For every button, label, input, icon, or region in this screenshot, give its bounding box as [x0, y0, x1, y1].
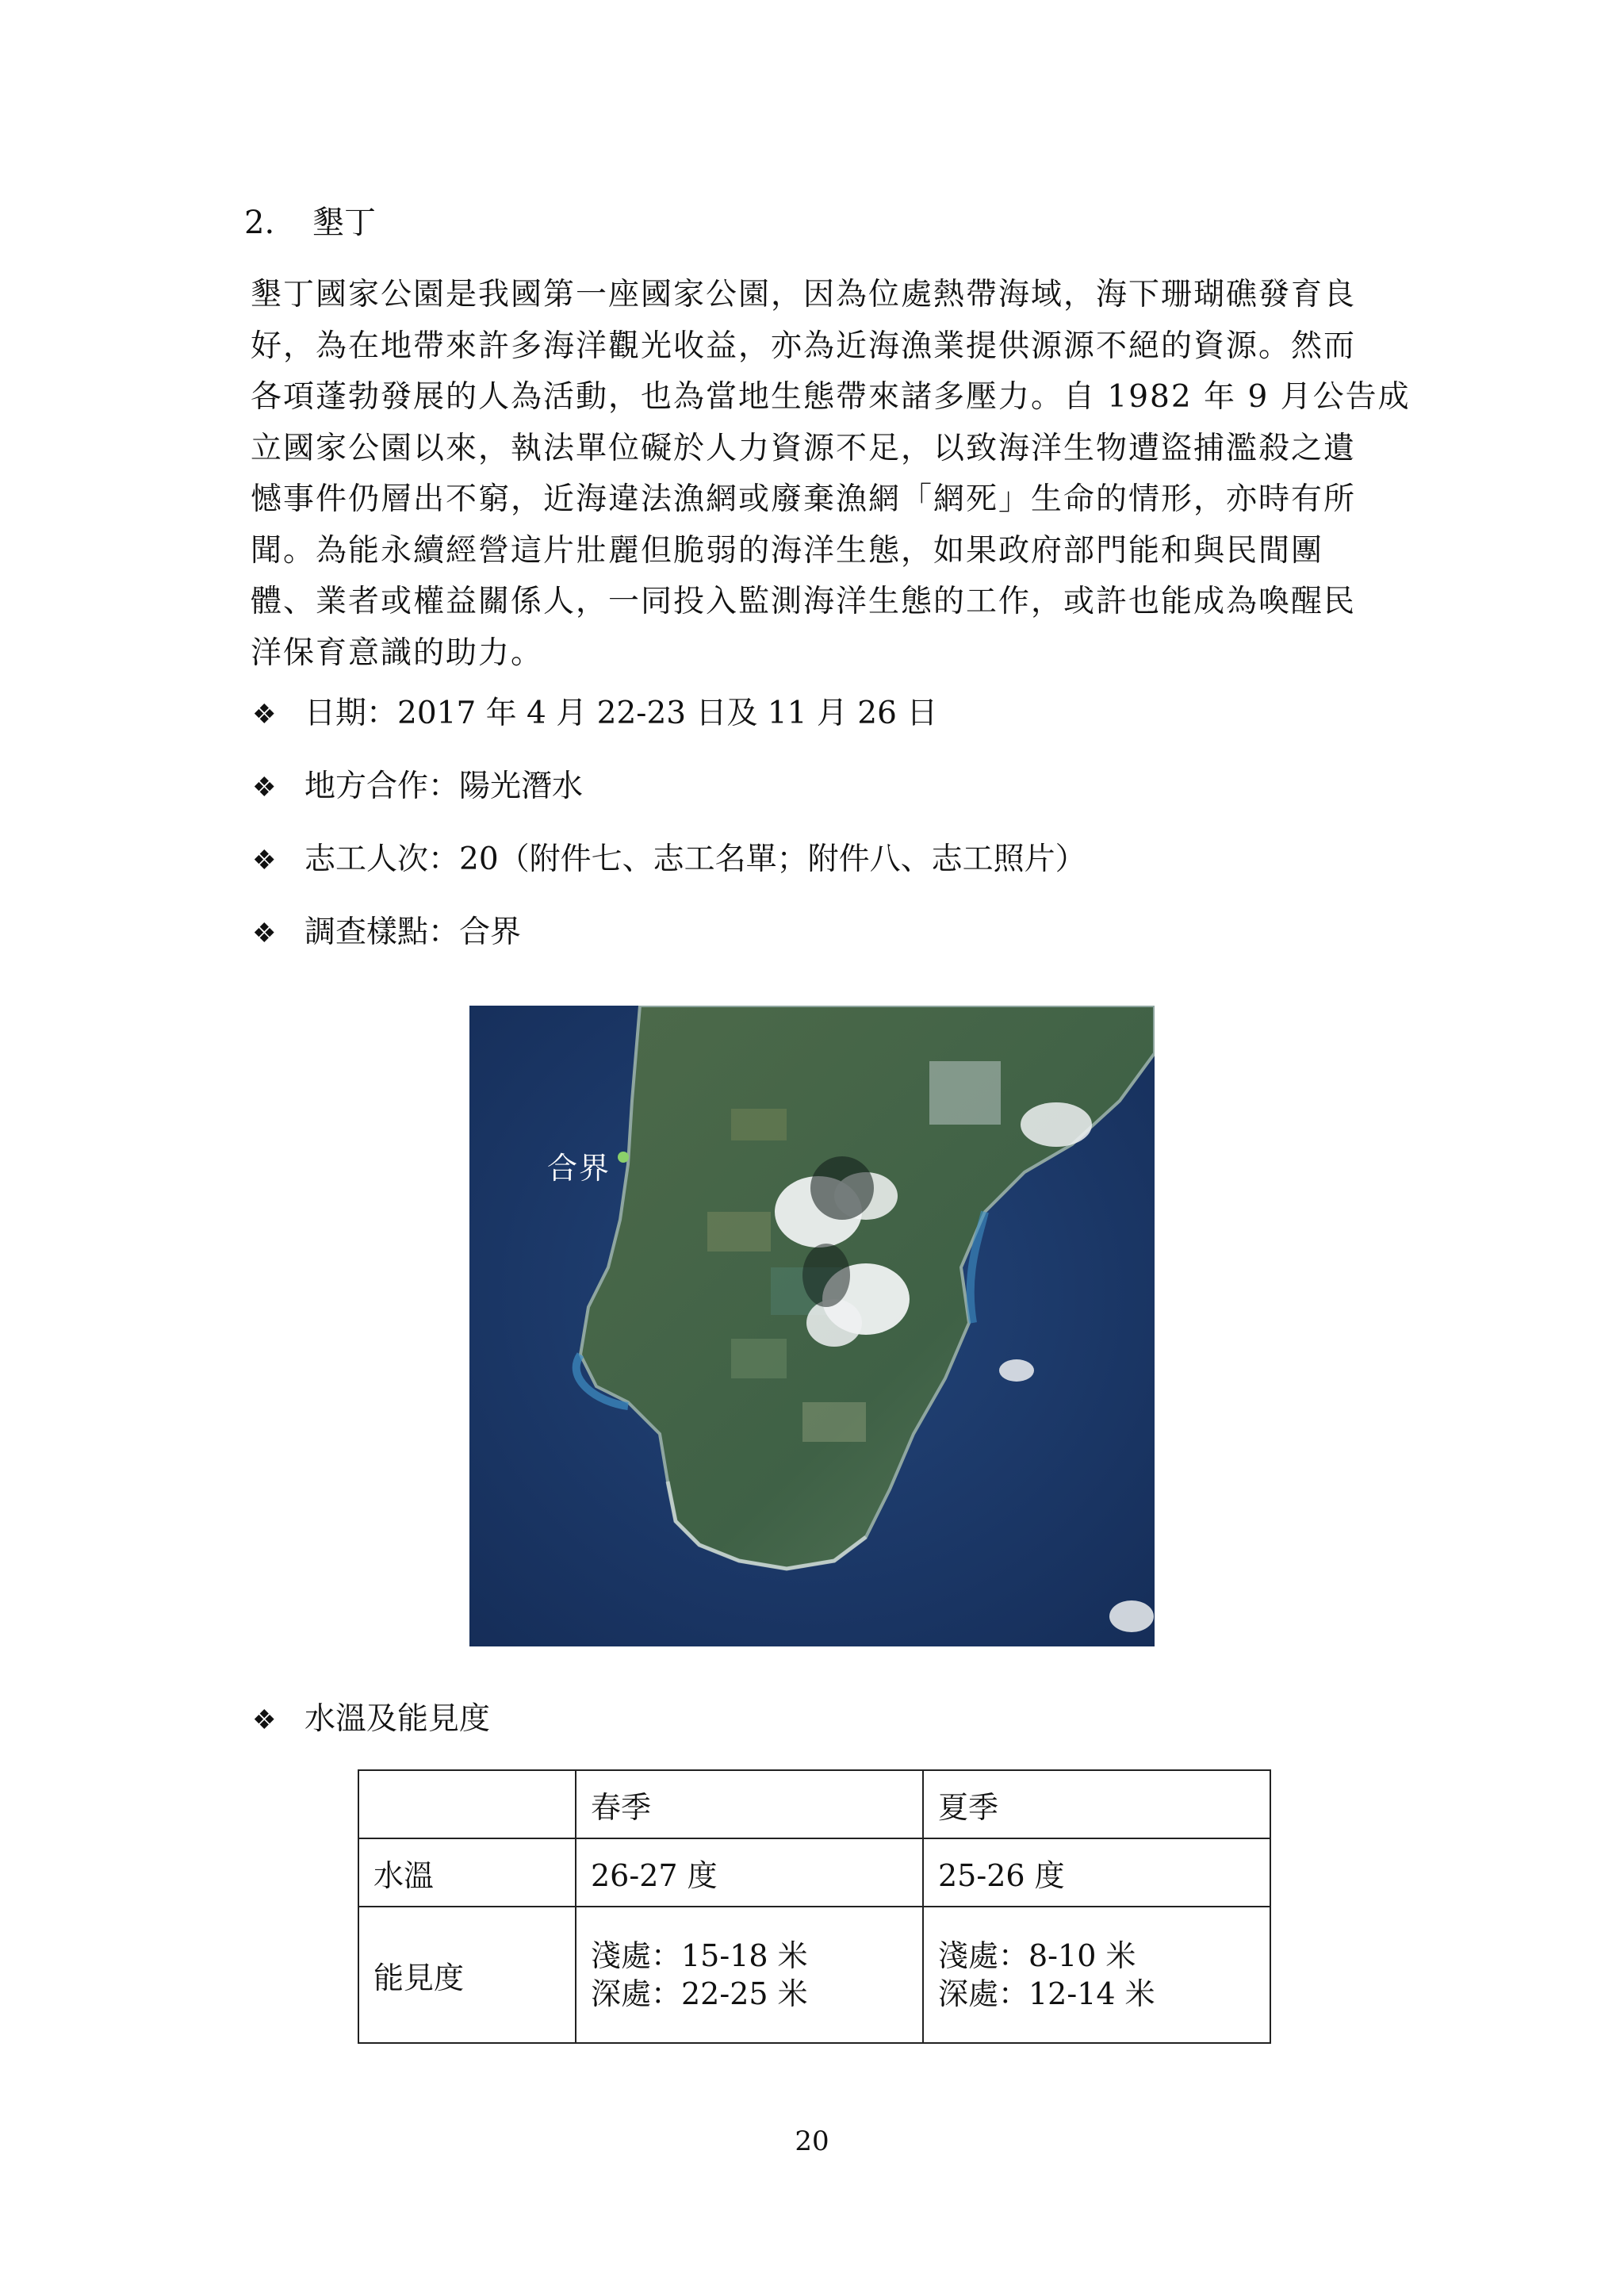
paragraph-line: 墾丁國家公園是我國第一座國家公園，因為位處熱帶海域，海下珊瑚礁發育良 [251, 277, 1357, 312]
table-row [358, 1907, 1270, 2043]
cell-value: 25-26 度 [938, 1857, 1065, 1893]
table-cell [923, 1907, 1270, 2043]
table-header-cell: 夏季 [923, 1770, 1270, 1838]
cloud-shadow [802, 1244, 850, 1307]
table-row [358, 1838, 1270, 1907]
bullet-text: 地方合作：陽光潛水 [304, 769, 584, 804]
bullet-text: 調查樣點：合界 [304, 914, 522, 950]
cloud-shadow [810, 1156, 874, 1220]
cell-value: 深處：22-25 米 [591, 1976, 808, 2011]
bullet-text: 水溫及能見度 [304, 1701, 491, 1737]
cell-value: 淺處：8-10 米 [938, 1938, 1136, 1973]
field-patch [731, 1339, 787, 1378]
paragraph-line: 體、業者或權益關係人，一同投入監測海洋生態的工作，或許也能成為喚醒民 [251, 584, 1357, 619]
industrial-area [929, 1061, 1001, 1125]
section-heading [244, 202, 376, 243]
row-label: 水溫 [358, 1838, 576, 1907]
table-header-cell [358, 1770, 576, 1838]
bullet-diamond-icon: ❖ [252, 772, 277, 803]
section-number: 2. [244, 205, 275, 241]
bullet-diamond-icon: ❖ [252, 1704, 277, 1736]
map-site-label: 合界 [547, 1151, 611, 1186]
bullet-diamond-icon: ❖ [252, 699, 277, 730]
bullet-volunteers [252, 839, 1086, 881]
paragraph-line: 各項蓬勃發展的人為活動，也為當地生態帶來諸多壓力。自 1982 年 9 月公告成 [251, 379, 1411, 415]
bullet-partner [252, 766, 583, 808]
cloud [999, 1359, 1034, 1382]
bullet-table-heading [252, 1699, 490, 1741]
bullet-text: 日期：2017 年 4 月 22-23 日及 11 月 26 日 [304, 696, 938, 731]
table-header-cell: 春季 [576, 1770, 923, 1838]
bullet-diamond-icon: ❖ [252, 845, 277, 876]
satellite-map [469, 1006, 1155, 1646]
table-cell [576, 1838, 923, 1907]
sample-site-marker [618, 1152, 629, 1163]
water-temp-visibility-table [358, 1769, 1271, 2044]
satellite-map-image [469, 1006, 1155, 1646]
bullet-diamond-icon: ❖ [252, 918, 277, 949]
table-cell [576, 1907, 923, 2043]
row-label: 能見度 [358, 1907, 576, 2043]
cell-value: 淺處：15-18 米 [591, 1938, 808, 1973]
table-header-row [358, 1770, 1270, 1838]
page-number: 20 [795, 2125, 829, 2157]
field-patch [731, 1109, 787, 1140]
paragraph-line: 洋保育意識的助力。 [251, 634, 544, 671]
paragraph-line: 好，為在地帶來許多海洋觀光收益，亦為近海漁業提供源源不絕的資源。然而 [251, 328, 1357, 364]
cloud [806, 1299, 862, 1347]
paragraph-line: 聞。為能永續經營這片壯麗但脆弱的海洋生態，如果政府部門能和與民間團 [251, 532, 1324, 569]
section-title: 墾丁 [312, 205, 376, 241]
field-patch [707, 1212, 771, 1251]
paragraph-line: 立國家公園以來，執法單位礙於人力資源不足，以致海洋生物遭盜捕濫殺之遺 [251, 430, 1357, 466]
intro-paragraph [251, 270, 1411, 679]
bullet-site [252, 912, 521, 954]
cell-value: 深處：12-14 米 [938, 1976, 1155, 2011]
cell-value: 26-27 度 [591, 1857, 718, 1893]
field-patch [802, 1402, 866, 1442]
bullet-text: 志工人次：20（附件七、志工名單；附件八、志工照片） [304, 841, 1086, 877]
cloud [1021, 1102, 1092, 1147]
table-cell [923, 1838, 1270, 1907]
cloud [1109, 1600, 1154, 1632]
paragraph-line: 憾事件仍層出不窮，近海違法漁網或廢棄漁網「網死」生命的情形，亦時有所 [251, 481, 1357, 517]
bullet-date [252, 693, 937, 735]
